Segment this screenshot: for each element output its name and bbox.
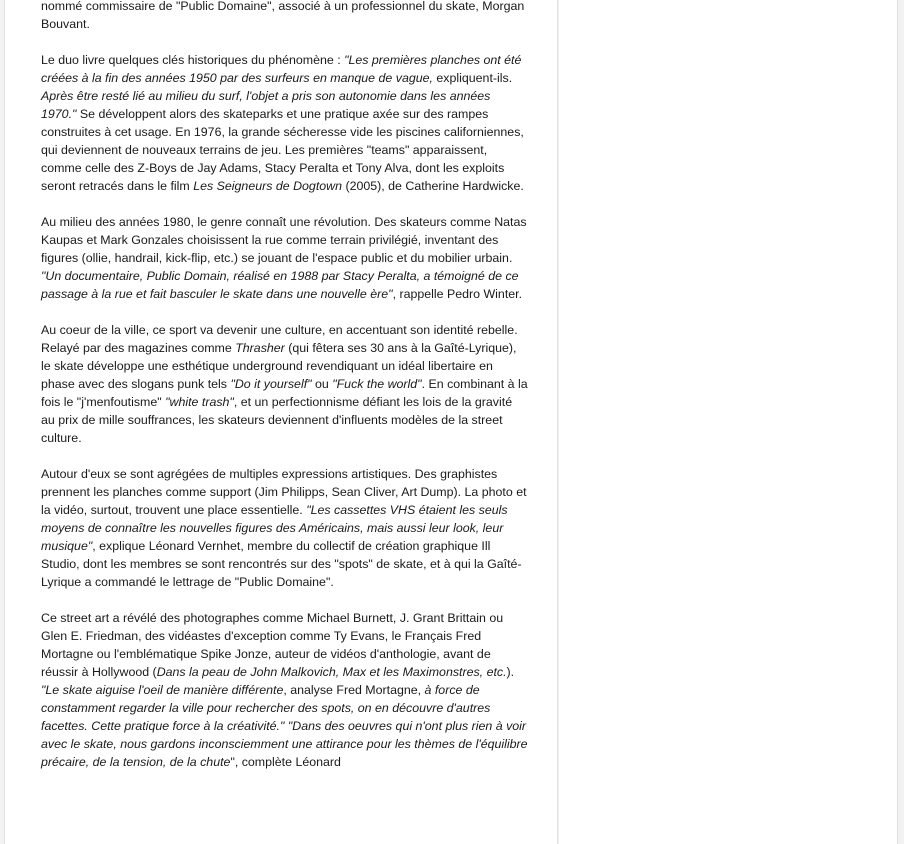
italic-text: "Le skate aiguise l'oeil de manière différente bbox=[41, 683, 284, 697]
article-body bbox=[41, 0, 529, 789]
italic-text: Thrasher bbox=[235, 341, 285, 355]
text-run: . En combinant à la fois le "j'menfoutisme" bbox=[41, 377, 528, 409]
text-run: Autour d'eux se sont agrégées de multiples expressions artistiques. Des graphistes prennent les planches comme support (Jim Philipps, Sean Cliver, Art Dump). La photo et la vidéo, surtout, trouvent une place essentielle. bbox=[41, 467, 527, 517]
text-run: , explique Léonard Vernhet, membre du collectif de création graphique Ill Studio, dont les membres se sont rencontrés sur des "spots" de skate, et à qui la Gaîté-Lyrique a commandé le lettrage de "Public Domaine". bbox=[41, 539, 522, 589]
italic-text: Dans la peau de John Malkovich, Max et les Maximonstres, etc. bbox=[156, 665, 507, 679]
paragraph-0 bbox=[41, 0, 529, 33]
text-run: (2005), de Catherine Hardwicke. bbox=[342, 179, 524, 193]
italic-text: "Dans des oeuvres qui n'ont plus rien à voir avec le skate, nous gardons inconsciemment une attirance pour les thèmes de l'équilibre précaire, de la tension, de la chute bbox=[41, 719, 528, 769]
text-run: , analyse Fred Mortagne, bbox=[283, 683, 425, 697]
text-run: (qui fêtera ses 30 ans à la Gaîté-Lyrique), le skate développe une esthétique underground revendiquant un idéal libertaire en phase avec des slogans punk tels bbox=[41, 341, 517, 391]
text-run: , rappelle Pedro Winter. bbox=[392, 287, 523, 301]
text-run: Le duo livre quelques clés historiques du phénomène : bbox=[41, 53, 345, 67]
article-column bbox=[4, 0, 558, 844]
paragraph-2 bbox=[41, 213, 529, 303]
text-run: ). bbox=[506, 665, 515, 679]
italic-text: "Fuck the world" bbox=[332, 377, 422, 391]
italic-text: à force de constamment regarder la ville pour rechercher des spots, on en découvre d'autres facettes. Cette pratique force à la créativité." bbox=[41, 683, 491, 733]
sidebar-column bbox=[559, 0, 898, 844]
italic-text: Après être resté lié au milieu du surf, l'objet a pris son autonomie dans les années 1970." bbox=[41, 89, 491, 121]
italic-text: "Do it yourself" bbox=[230, 377, 312, 391]
text-run: ou bbox=[311, 377, 333, 391]
italic-text: "Un documentaire, Public Domain, réalisé en 1988 par Stacy Peralta, a témoigné de ce passage à la rue et fait basculer le skate dans une nouvelle ère" bbox=[41, 269, 519, 301]
italic-text: "Les cassettes VHS étaient les seuls moyens de connaître les nouvelles figures des Américains, mais aussi leur look, leur musique" bbox=[41, 503, 508, 553]
text-run: Au milieu des années 1980, le genre connaît une révolution. Des skateurs comme Natas Kaupas et Mark Gonzales choisissent la rue comme terrain privilégié, inventant des figures (ollie, handrail, kick-flip, etc.) se jouant de l'espace public et du mobilier urbain. bbox=[41, 215, 527, 265]
text-run: Ce street art a révélé des photographes comme Michael Burnett, J. Grant Brittain ou Glen E. Friedman, des vidéastes d'exception comme Ty Evans, le Français Fred Mortagne ou l'emblématique Spike Jonze, auteur de vidéos d'anthologie, avant de réussir à Hollywood ( bbox=[41, 611, 504, 679]
italic-text: Les Seigneurs de Dogtown bbox=[193, 179, 342, 193]
paragraph-4 bbox=[41, 465, 529, 591]
paragraph-1 bbox=[41, 51, 529, 195]
text-run: nommé commissaire de "Public Domaine", associé à un professionnel du skate, Morgan Bouvant. bbox=[41, 0, 525, 31]
paragraph-5 bbox=[41, 609, 529, 771]
text-run: , et un perfectionnisme défiant les lois de la gravité au prix de mille souffrances, les skateurs deviennent d'influents modèles de la street culture. bbox=[41, 395, 513, 445]
paragraph-3 bbox=[41, 321, 529, 447]
text-run: expliquent-ils. bbox=[432, 71, 513, 85]
italic-text: "Les premières planches ont été créées à la fin des années 1950 par des surfeurs en manque de vague, bbox=[41, 53, 522, 85]
text-run: ", complète Léonard bbox=[230, 755, 341, 769]
italic-text: "white trash" bbox=[165, 395, 234, 409]
text-run: Au coeur de la ville, ce sport va devenir une culture, en accentuant son identité rebelle. Relayé par des magazines comme bbox=[41, 323, 518, 355]
text-run: Se développent alors des skateparks et une pratique axée sur des rampes construites à cet usage. En 1976, la grande sécheresse vide les piscines californiennes, qui deviennent de nouveaux terrains de jeu. Les premières "teams" apparaissent, comme celle des Z-Boys de Jay Adams, Stacy Peralta et Tony Alva, dont les exploits seront retracés dans le film bbox=[41, 107, 524, 193]
